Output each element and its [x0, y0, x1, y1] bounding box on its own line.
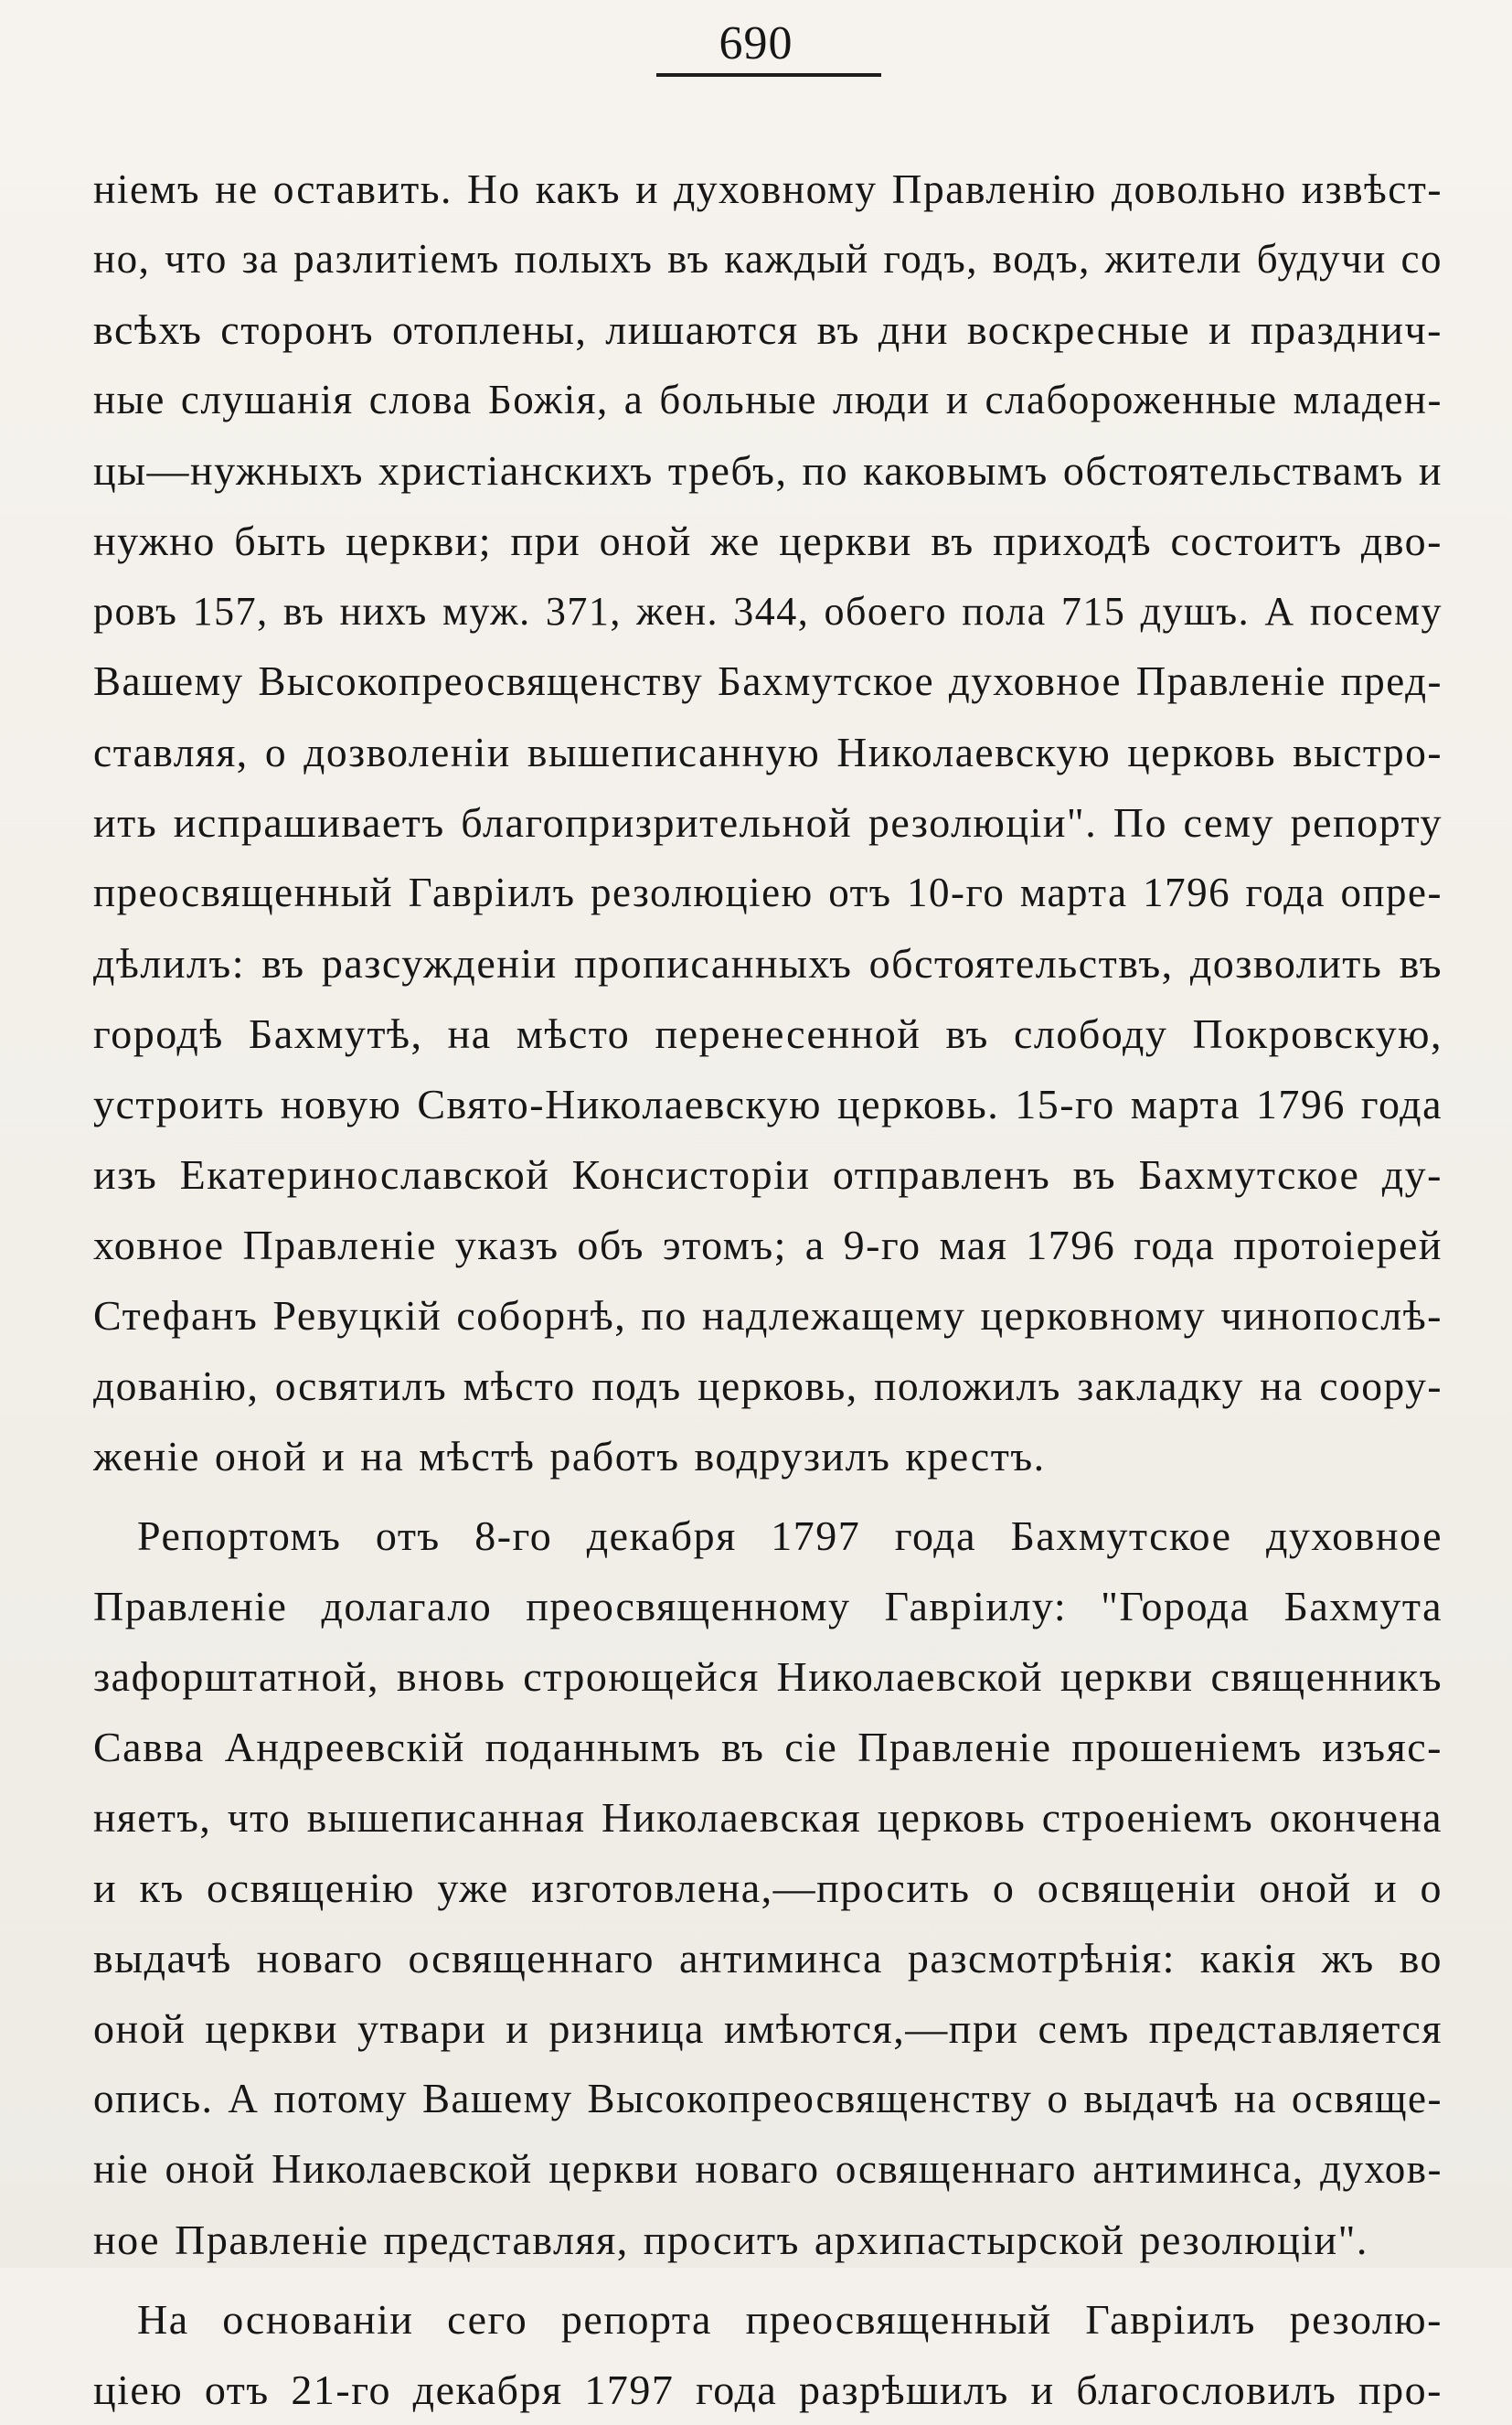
- text-line: городѣ Бахмутѣ, на мѣсто перенесенной въ слободу Покровскую,: [93, 1010, 1443, 1057]
- text-line: ставляя, о дозволенiи вышеписанную Николаевскую церковь выстро-: [93, 729, 1443, 775]
- text-line: зафорштатной, вновь строющейся Николаевской церкви священникъ: [93, 1653, 1443, 1700]
- text-line: оной церкви утвари и ризница имѣются,—при семъ представляется: [93, 2005, 1443, 2052]
- text-line: дѣлилъ: въ разсужденiи прописанныхъ обстоятельствъ, дозволить въ: [93, 940, 1443, 987]
- text-line: ровъ 157, въ нихъ муж. 371, жен. 344, обоего пола 715 душъ. А посему: [93, 589, 1443, 634]
- paragraph-2: [93, 1501, 1443, 2275]
- text-line: Вашему Высокопреосвященству Бахмутское духовное Правленiе пред-: [93, 658, 1443, 704]
- text-line: но, что за разлитiемъ полыхъ въ каждый годъ, водъ, жители будучи со: [93, 236, 1443, 282]
- text-line: дованiю, освятилъ мѣсто подъ церковь, положилъ закладку на соору-: [93, 1362, 1443, 1409]
- text-line: выдачѣ новаго освященнаго антиминса разсмотрѣнiя: какiя жъ во: [93, 1935, 1443, 1982]
- text-line: Стефанъ Ревуцкiй соборнѣ, по надлежащему церковному чинопослѣ-: [93, 1292, 1443, 1339]
- text-line: ховное Правленiе указъ объ этомъ; а 9-го мая 1796 года протоiерей: [93, 1222, 1443, 1268]
- text-line: опись. А потому Вашему Высокопреосвященству о выдачѣ на освяще-: [93, 2076, 1443, 2121]
- body-text: [93, 154, 1443, 2425]
- text-line: преосвященный Гаврiилъ резолюцiею отъ 10-го марта 1796 года опре-: [93, 870, 1443, 915]
- text-line: ное Правленiе представляя, проситъ архипастырской резолюцiи".: [93, 2217, 1368, 2263]
- text-line: нiемъ не оставить. Но какъ и духовному Правленiю довольно извѣст-: [93, 166, 1443, 212]
- text-line: цы—нужныхъ христiанскихъ требъ, по каковымъ обстоятельствамъ и: [93, 447, 1443, 494]
- text-line: нужно быть церкви; при оной же церкви въ приходѣ состоитъ дво-: [93, 518, 1443, 564]
- text-line: ить испрашиваетъ благопризрительной резолюцiи". По сему репорту: [93, 799, 1443, 846]
- paragraph-gap: [93, 1491, 1443, 1501]
- paragraph-gap: [93, 2275, 1443, 2284]
- text-line: устроить новую Свято-Николаевскую церковь. 15-го марта 1796 года: [93, 1081, 1443, 1127]
- text-line: няетъ, что вышеписанная Николаевская церковь строенiемъ окончена: [93, 1794, 1443, 1841]
- text-line: нiе оной Николаевской церкви новаго освященнаго антиминса, духов-: [93, 2146, 1443, 2192]
- text-line: и къ освященiю уже изготовлена,—просить о освященiи оной и о: [93, 1864, 1443, 1911]
- text-line: Репортомъ отъ 8-го декабря 1797 года Бахмутское духовное: [137, 1512, 1443, 1559]
- text-line: цiею отъ 21-го декабря 1797 года разрѣшилъ и благословилъ про-: [93, 2366, 1443, 2413]
- text-line: Правленiе долагало преосвященному Гаврiилу: "Города Бахмута: [93, 1583, 1443, 1629]
- text-line: всѣхъ сторонъ отоплены, лишаются въ дни воскресные и празднич-: [93, 306, 1443, 353]
- text-line: изъ Екатеринославской Консисторiи отправленъ въ Бахмутское ду-: [93, 1151, 1443, 1198]
- text-line: Савва Андреевскiй поданнымъ въ сiе Правленiе прошенiемъ изъяс-: [93, 1724, 1443, 1770]
- text-line: ные слушанiя слова Божiя, а больные люди и слабороженные младен-: [93, 377, 1443, 422]
- text-line: женiе оной и на мѣстѣ работъ водрузилъ крестъ.: [93, 1433, 1046, 1480]
- text-line: На основанiи сего репорта преосвященный Гаврiилъ резолю-: [137, 2296, 1443, 2343]
- paragraph-3: [93, 2284, 1443, 2425]
- paragraph-1: [93, 154, 1443, 1491]
- page-number-underline: [656, 73, 881, 77]
- page-number: 690: [719, 17, 793, 69]
